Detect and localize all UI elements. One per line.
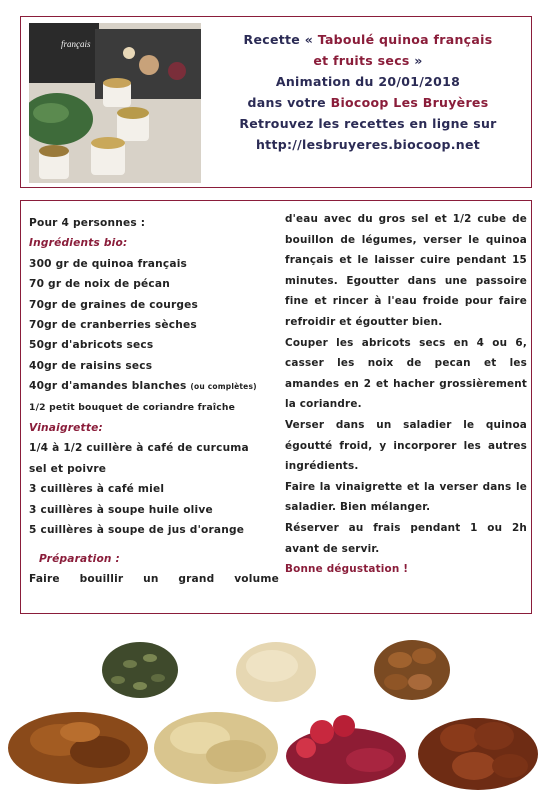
- outro-text: Bonne dégustation !: [285, 563, 409, 576]
- header-box: [20, 16, 532, 188]
- title-prefix: Recette «: [243, 32, 318, 47]
- store-line: [209, 92, 527, 113]
- almonds-note: (ou complètes): [190, 382, 257, 392]
- raisins-pile: [8, 712, 148, 784]
- recipe-left-column: [29, 213, 279, 589]
- store-prefix: dans votre: [247, 95, 331, 110]
- preparation-step: Couper les abricots secs en 4 ou 6, casser les noix de pecan et les amandes en 2 et hacher grossièrement la coriandre.: [285, 336, 527, 411]
- food-piles: [0, 620, 554, 800]
- ingredient-item: 300 gr de quinoa français: [29, 257, 188, 270]
- dried-apricots-pile: [418, 718, 538, 790]
- header-text: [209, 29, 527, 155]
- animation-date: Animation du 20/01/2018: [275, 74, 461, 89]
- preparation-step: Verser dans un saladier le quinoa égoutté froid, y incorporer les autres ingrédients.: [285, 418, 527, 473]
- preparation-step: Faire la vinaigrette et la verser dans le saladier. Bien mélanger.: [285, 480, 527, 514]
- recipe-right-column: [285, 209, 527, 580]
- title-suffix: »: [409, 53, 423, 68]
- ingredient-item: 70gr de cranberries sèches: [29, 319, 197, 332]
- ingredient-item: 50gr d'abricots secs: [29, 339, 154, 352]
- title-line-1: [209, 29, 527, 50]
- photo-illustration: [29, 23, 201, 183]
- recipe-photo: [29, 23, 201, 183]
- ingredient-item: 1/2 petit bouquet de coriandre fraîche: [29, 401, 236, 413]
- pumpkin-seeds-pile: [102, 642, 178, 698]
- vinaigrette-item: 5 cuillères à soupe de jus d'orange: [29, 524, 245, 537]
- preparation-step: d'eau avec du gros sel et 1/2 cube de bouillon de légumes, verser le quinoa français et le laisser cuire pendant 15 minutes. Egoutter dans une passoire fine et rincer à l'eau froide pour faire refroidir et égoutter bien.: [285, 213, 527, 328]
- servings: Pour 4 personnes :: [29, 217, 146, 229]
- vinaigrette-item: 3 cuillères à soupe huile olive: [29, 503, 213, 516]
- photo-sign-text: français: [61, 39, 91, 49]
- preparation-step: Réserver au frais pendant 1 ou 2h avant de servir.: [285, 521, 527, 555]
- vinaigrette-item: sel et poivre: [29, 462, 107, 475]
- almonds-main: 40gr d'amandes blanches: [29, 380, 191, 393]
- ingredients-heading: Ingrédients bio:: [29, 237, 128, 250]
- vinaigrette-heading: Vinaigrette:: [29, 422, 103, 435]
- online-line: Retrouvez les recettes en ligne sur: [239, 116, 497, 131]
- quinoa-pile: [236, 642, 316, 702]
- title-line-2: [209, 50, 527, 71]
- ingredient-item: 70 gr de noix de pécan: [29, 278, 170, 291]
- almonds-pile: [154, 712, 278, 784]
- vinaigrette-item: 3 cuillères à café miel: [29, 483, 165, 496]
- store-name: Biocoop Les Bruyères: [330, 95, 489, 110]
- preparation-start: Faire bouillir un grand volume: [29, 572, 279, 585]
- ingredient-item: 70gr de graines de courges: [29, 298, 199, 311]
- vinaigrette-item: 1/4 à 1/2 cuillère à café de curcuma: [29, 442, 249, 455]
- recipe-box: [20, 200, 532, 614]
- title-accent: Taboulé quinoa français: [317, 32, 493, 47]
- cranberries-pile: [286, 715, 406, 784]
- preparation-heading: Préparation :: [39, 552, 120, 565]
- ingredient-item: 40gr de raisins secs: [29, 359, 153, 372]
- website-link[interactable]: http://lesbruyeres.biocoop.net: [255, 137, 481, 152]
- title-accent-2: et fruits secs: [313, 53, 410, 68]
- ingredients-illustration: [0, 620, 554, 800]
- pecan-nuts-pile: [374, 640, 450, 700]
- ingredient-item: [29, 376, 279, 397]
